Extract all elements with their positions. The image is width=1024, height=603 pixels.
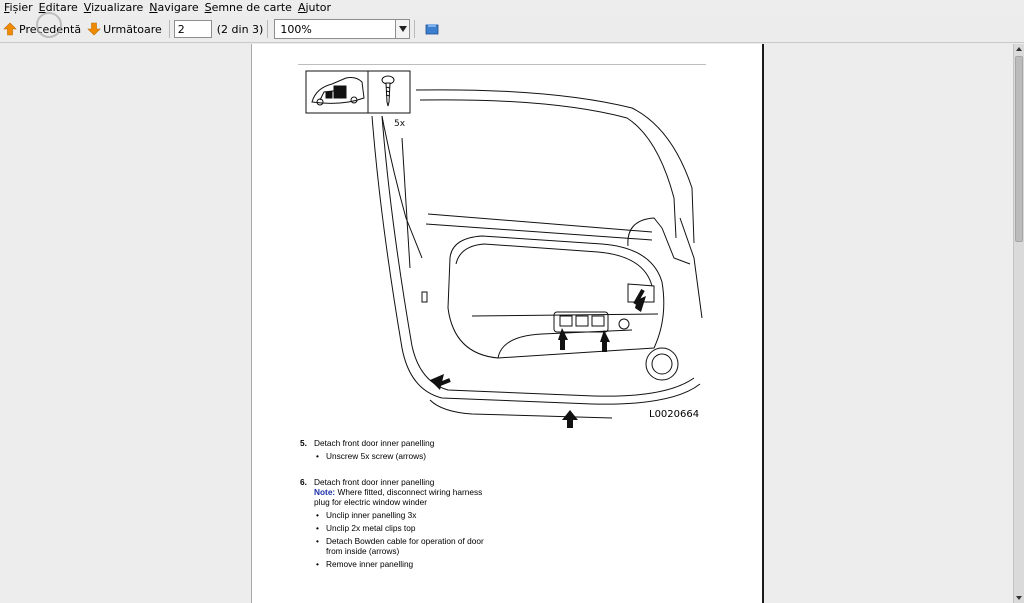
toolbar-separator [414, 20, 415, 38]
step-bullets [314, 451, 500, 461]
menu-file-label: ișier [9, 1, 33, 14]
scroll-up-button[interactable] [1014, 44, 1024, 54]
menu-navigate[interactable] [147, 0, 200, 16]
note-text: Where fitted, disconnect wiring harness plug for electric window winder [314, 487, 483, 507]
menu-file-hotkey: F [4, 1, 10, 14]
list-item: • Detach Bowden cable for operation of door from inside (arrows) [314, 536, 500, 556]
figure-code: L0020664 [649, 409, 700, 420]
note-label: Note: [314, 487, 336, 497]
menu-view-hotkey: V [83, 1, 92, 14]
menu-help-hotkey: A [297, 1, 306, 14]
menu-bar [0, 0, 1024, 16]
menu-help[interactable] [296, 0, 333, 16]
document-viewport[interactable] [0, 44, 1024, 603]
screw-count-label: 5x [394, 119, 406, 129]
menu-navigate-label: avigare [157, 1, 199, 14]
chevron-down-icon [399, 26, 407, 32]
chevron-up-icon [1016, 47, 1022, 51]
chevron-down-icon [1016, 596, 1022, 600]
document-page [251, 44, 764, 603]
step-5 [300, 438, 500, 461]
toolbar-separator [267, 20, 268, 38]
fit-page-icon[interactable] [425, 23, 439, 35]
menu-bookmarks[interactable] [203, 0, 294, 16]
step-number: 5. [300, 438, 307, 448]
toolbar-separator [169, 20, 170, 38]
menu-edit-hotkey: E [38, 1, 46, 14]
zoom-value: 100% [280, 22, 312, 36]
list-item: • Unclip 2x metal clips top [314, 523, 500, 533]
instruction-steps [300, 438, 500, 585]
menu-edit-label: ditare [45, 1, 78, 14]
page-number-input[interactable] [174, 20, 212, 38]
scrollbar-thumb[interactable] [1015, 56, 1023, 242]
step-bullets [314, 510, 500, 569]
toolbar [0, 16, 1024, 43]
arrow-up-icon [3, 22, 17, 36]
zoom-select[interactable] [274, 19, 410, 39]
list-item: • Remove inner panelling [314, 559, 500, 569]
step-note [314, 487, 500, 507]
page-count-label: (2 din 3) [216, 22, 264, 36]
step-number: 6. [300, 477, 307, 487]
list-item: • Unclip inner panelling 3x [314, 510, 500, 520]
menu-help-label: jutor [305, 1, 332, 14]
scroll-down-button[interactable] [1014, 593, 1024, 603]
previous-page-label: Precedentă [19, 22, 82, 36]
watermark-logo-icon [36, 12, 62, 38]
menu-navigate-hotkey: N [149, 1, 158, 14]
menu-bookmarks-label: emne de carte [211, 1, 292, 14]
step-title: Detach front door inner panelling [314, 477, 435, 487]
step-6 [300, 477, 500, 569]
page-header-rule [298, 64, 706, 65]
arrow-down-icon [87, 22, 101, 36]
vertical-scrollbar[interactable] [1013, 44, 1024, 603]
door-panel-diagram [302, 68, 712, 428]
list-item: • Unscrew 5x screw (arrows) [314, 451, 500, 461]
next-page-button[interactable] [84, 18, 165, 40]
menu-view[interactable] [82, 0, 146, 16]
menu-file[interactable] [2, 0, 35, 16]
next-page-label: Următoare [103, 22, 162, 36]
step-title: Detach front door inner panelling [314, 438, 435, 448]
zoom-dropdown-button[interactable] [395, 20, 409, 38]
menu-bookmarks-hotkey: S [204, 1, 212, 14]
menu-view-label: izualizare [91, 1, 144, 14]
